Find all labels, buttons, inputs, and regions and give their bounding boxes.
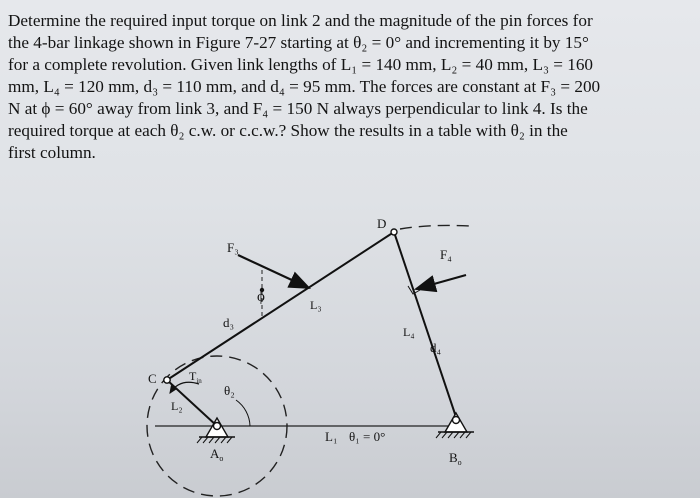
label-d4: d₄ [430, 340, 442, 355]
f4-arrow [416, 275, 466, 289]
problem-line: Determine the required input torque on link 2 and the magnitude of the pin forces for [8, 11, 593, 30]
label-b0 [449, 450, 462, 467]
label-a0 [210, 446, 223, 463]
label-a0-sub: o [219, 454, 224, 463]
problem-line: the 4-bar linkage shown in Figure 7-27 starting at θ₂ = 0° and incrementing it by 15° [8, 33, 589, 52]
theta2-arc [236, 400, 250, 426]
label-torque-sub: in [196, 377, 202, 385]
torque-arc [170, 382, 199, 393]
f3-arrow [238, 255, 309, 288]
label-b0-sub: o [457, 458, 462, 467]
problem-line: for a complete revolution. Given link lengths of L₁ = 140 mm, L₂ = 40 mm, L₃ = 160 [8, 55, 594, 74]
problem-line: first column. [8, 143, 96, 162]
label-phi: ϕ [257, 289, 265, 305]
label-b0-main: B [449, 450, 458, 465]
label-l1: L₁ [325, 429, 338, 444]
label-f4: F₄ [440, 247, 452, 262]
label-l4: L₄ [403, 325, 415, 339]
label-d: D [377, 216, 387, 231]
pin-d [391, 229, 397, 235]
label-a0-main: A [210, 446, 220, 461]
label-torque-main: T [189, 369, 197, 383]
problem-line: required torque at each θ₂ c.w. or c.c.w.? Show the results in a table with θ₂ in the [8, 121, 568, 140]
link-3 [167, 232, 394, 380]
label-theta2: θ₂ [224, 383, 235, 398]
pin-c [164, 377, 170, 383]
label-l2: L₂ [171, 399, 183, 413]
problem-line: mm, L₄ = 120 mm, d₃ = 110 mm, and d₄ = 95 mm. The forces are constant at F₃ = 200 [8, 77, 601, 96]
ground-pivot-a0 [197, 418, 235, 443]
label-theta1: θ₁ = 0° [349, 429, 386, 444]
label-c: C [148, 371, 157, 386]
label-f3: F₃ [227, 240, 239, 255]
label-torque [189, 369, 202, 385]
label-d3-text: d₃ [223, 315, 235, 330]
problem-line: N at ϕ = 60° away from link 3, and F₄ = 150 N always perpendicular to link 4. Is the [8, 99, 588, 118]
label-l3: L₃ [310, 298, 322, 312]
coupler-path-arc [400, 225, 470, 229]
